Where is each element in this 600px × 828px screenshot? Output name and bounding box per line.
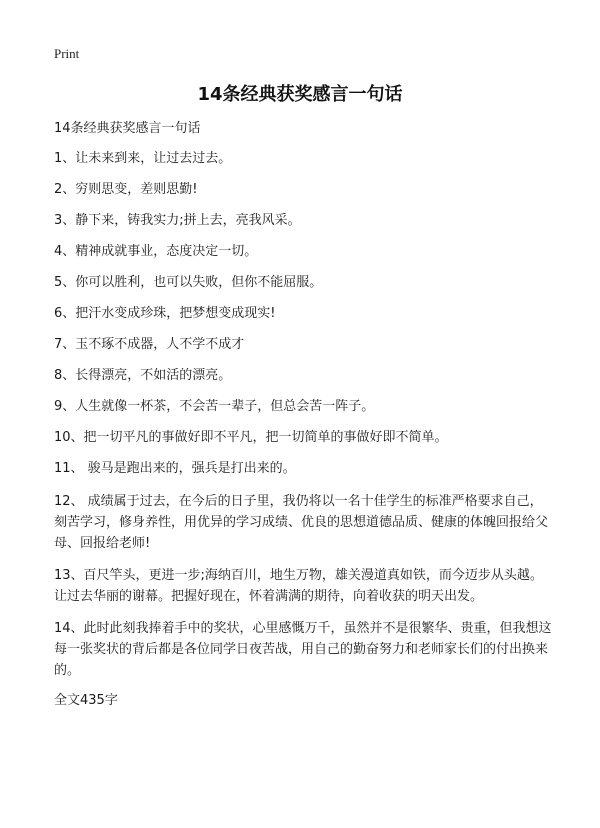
list-item: 8、长得漂亮，不如活的漂亮。 (54, 368, 232, 383)
list-item: 1、让未来到来，让过去过去。 (54, 151, 232, 166)
list-item: 11、 骏马是跑出来的，强兵是打出来的。 (54, 461, 296, 476)
document-body (54, 120, 554, 723)
list-item: 12、 成绩属于过去，在今后的日子里，我仍将以一名十佳学生的标准严格要求自己，刻苦学习，修身养性，用优异的学习成绩、优良的思想道德品质、健康的体魄回报给父母、回报给老师! (54, 494, 549, 551)
list-item: 10、把一切平凡的事做好即不平凡，把一切简单的事做好即不简单。 (54, 430, 448, 445)
word-count: 全文435字 (54, 693, 118, 708)
list-item: 6、把汗水变成珍珠，把梦想变成现实! (54, 306, 276, 321)
list-item: 4、精神成就事业，态度决定一切。 (54, 244, 258, 259)
print-link[interactable]: Print (54, 46, 80, 61)
list-item: 7、玉不琢不成器，人不学不成才 (54, 337, 245, 352)
list-item: 2、穷则思变，差则思勤! (54, 182, 198, 197)
list-item: 13、百尺竿头，更进一步;海纳百川，地生万物，雄关漫道真如铁，而今迈步从头越。让过去华丽的谢幕。把握好现在，怀着满满的期待，向着收获的明天出发。 (54, 568, 543, 604)
document-subtitle: 14条经典获奖感言一句话 (54, 121, 201, 136)
list-item: 3、静下来，铸我实力;拼上去，亮我风采。 (54, 213, 301, 228)
page-title: 14条经典获奖感言一句话 (197, 84, 403, 105)
list-item: 9、人生就像一杯茶，不会苦一辈子，但总会苦一阵子。 (54, 399, 375, 414)
list-item: 14、此时此刻我捧着手中的奖状，心里感慨万千，虽然并不是很繁华、贵重，但我想这每一张奖状的背后都是各位同学日夜苦战，用自己的勤奋努力和老师家长们的付出换来的。 (54, 621, 552, 678)
list-item: 5、你可以胜利，也可以失败，但你不能屈服。 (54, 275, 323, 290)
